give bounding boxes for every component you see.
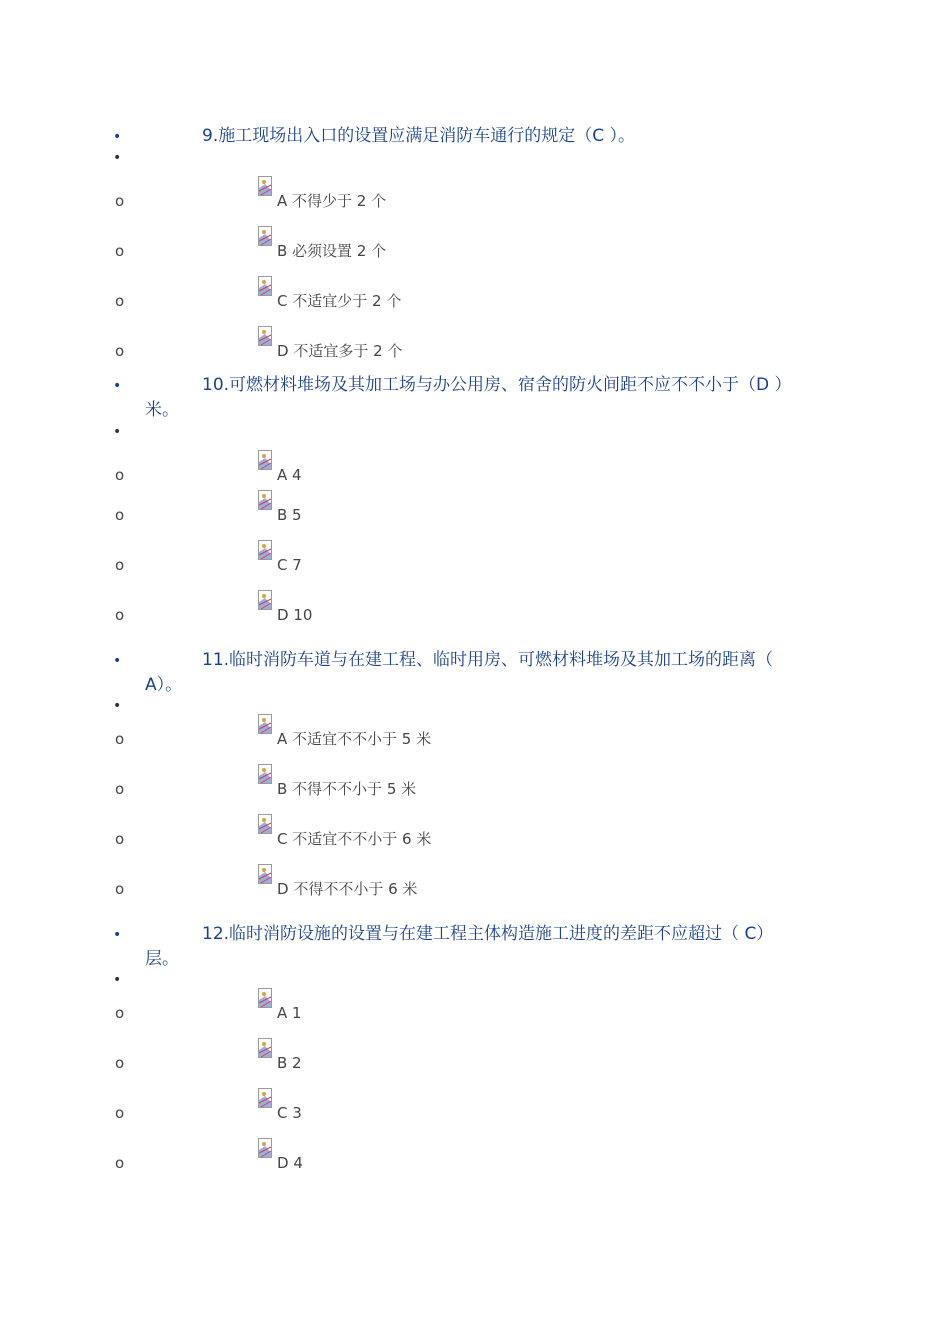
broken-image-icon: [258, 714, 272, 734]
option-marker: o: [115, 292, 125, 310]
option-item[interactable]: [0, 988, 950, 1022]
option-label: A 1: [277, 1004, 302, 1022]
question-bullet: •: [113, 378, 122, 394]
option-marker: o: [115, 1004, 125, 1022]
broken-image-icon: [258, 988, 272, 1008]
option-item[interactable]: [0, 540, 950, 574]
option-marker: o: [115, 242, 125, 260]
option-marker: o: [115, 466, 125, 484]
question-bullet: •: [113, 927, 122, 943]
broken-image-icon: [258, 490, 272, 510]
option-item[interactable]: [0, 276, 950, 310]
option-item[interactable]: [0, 450, 950, 484]
broken-image-icon: [258, 1138, 272, 1158]
option-marker: o: [115, 730, 125, 748]
broken-image-icon: [258, 540, 272, 560]
option-label: B 不得不不小于 5 米: [277, 780, 417, 798]
option-label: D 4: [277, 1154, 303, 1172]
option-item[interactable]: [0, 714, 950, 748]
option-label: A 不得少于 2 个: [277, 192, 387, 210]
option-marker: o: [115, 1054, 125, 1072]
option-marker: o: [115, 1154, 125, 1172]
question-bullet: •: [113, 129, 122, 145]
option-item[interactable]: [0, 490, 950, 524]
option-label: B 必须设置 2 个: [277, 242, 387, 260]
broken-image-icon: [258, 764, 272, 784]
option-marker: o: [115, 830, 125, 848]
option-marker: o: [115, 880, 125, 898]
option-marker: o: [115, 192, 125, 210]
broken-image-icon: [258, 326, 272, 346]
option-label: A 4: [277, 466, 302, 484]
option-label: B 2: [277, 1054, 302, 1072]
option-item[interactable]: [0, 814, 950, 848]
option-label: B 5: [277, 506, 302, 524]
question-text: 12.临时消防设施的设置与在建工程主体构造施工进度的差距不应超过（ C）层。: [145, 924, 774, 969]
broken-image-icon: [258, 590, 272, 610]
broken-image-icon: [258, 450, 272, 470]
option-marker: o: [115, 780, 125, 798]
option-item[interactable]: [0, 326, 950, 360]
broken-image-icon: [258, 276, 272, 296]
option-item[interactable]: [0, 764, 950, 798]
empty-bullet: •: [113, 698, 122, 714]
option-item[interactable]: [0, 1088, 950, 1122]
empty-bullet: •: [113, 972, 122, 988]
option-marker: o: [115, 606, 125, 624]
option-label: A 不适宜不不小于 5 米: [277, 730, 432, 748]
option-marker: o: [115, 342, 125, 360]
option-item[interactable]: [0, 1138, 950, 1172]
option-label: C 不适宜不不小于 6 米: [277, 830, 432, 848]
question-text: 11.临时消防车道与在建工程、临时用房、可燃材料堆场及其加工场的距离（ A）。: [145, 650, 774, 695]
option-marker: o: [115, 556, 125, 574]
broken-image-icon: [258, 814, 272, 834]
broken-image-icon: [258, 1088, 272, 1108]
broken-image-icon: [258, 176, 272, 196]
question-text: 9.施工现场出入口的设置应满足消防车通行的规定（C ）。: [202, 126, 635, 146]
option-label: C 不适宜少于 2 个: [277, 292, 402, 310]
option-label: C 7: [277, 556, 302, 574]
option-item[interactable]: [0, 1038, 950, 1072]
broken-image-icon: [258, 864, 272, 884]
option-label: C 3: [277, 1104, 302, 1122]
question-bullet: •: [113, 653, 122, 669]
broken-image-icon: [258, 226, 272, 246]
option-item[interactable]: [0, 590, 950, 624]
option-label: D 不适宜多于 2 个: [277, 342, 403, 360]
question-text: 10.可燃材料堆场及其加工场与办公用房、宿舍的防火间距不应不不小于（D ）米。: [145, 375, 792, 420]
option-item[interactable]: [0, 226, 950, 260]
option-item[interactable]: [0, 864, 950, 898]
broken-image-icon: [258, 1038, 272, 1058]
empty-bullet: •: [113, 424, 122, 440]
option-label: D 不得不不小于 6 米: [277, 880, 418, 898]
option-label: D 10: [277, 606, 313, 624]
empty-bullet: •: [113, 150, 122, 166]
option-item[interactable]: [0, 176, 950, 210]
option-marker: o: [115, 506, 125, 524]
option-marker: o: [115, 1104, 125, 1122]
